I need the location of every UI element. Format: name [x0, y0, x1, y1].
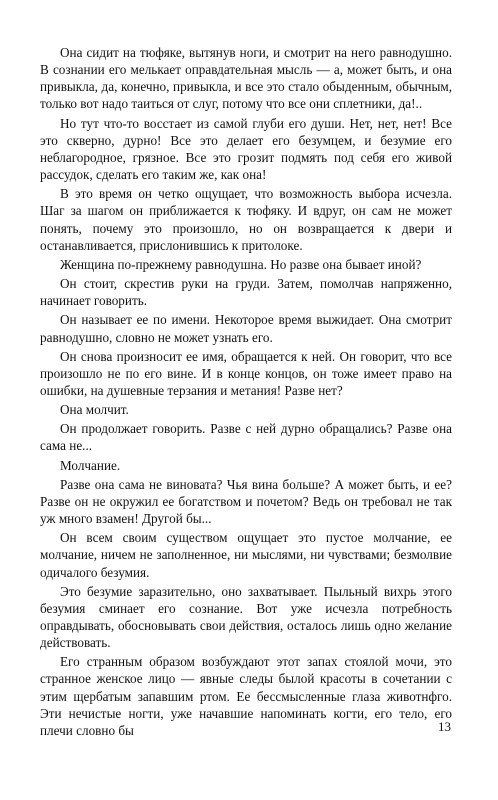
- paragraph-7: Он снова произносит ее имя, обращается к ней. Он говорит, что все произошло не по его вине. И в конце концов, он тоже имеет право на ошибки, на душевные терзания и метания! Разве нет?: [40, 348, 452, 398]
- page-text: [40, 44, 452, 739]
- paragraph-8: Она молчит.: [60, 402, 129, 418]
- paragraph-2: Но тут что-то восстает из самой глуби его души. Нет, нет, нет! Все это скверно, дурно! Все это делает его безумцем, и безумие его неблагородное, грязное. Все это грозит подмять под себя его живой рассудок, сделать его таким же, как она!: [40, 115, 452, 183]
- paragraph-10: Молчание.: [60, 457, 121, 473]
- paragraph-3: В это время он четко ощущает, что возможность выбора исчезла. Шаг за шагом он приближается к тюфяку. И вдруг, он сам не может понять, почему это произошло, но он возвращается к двери и останавливается, прислонившись к притолоке.: [40, 186, 452, 253]
- paragraph-14: Его странным образом возбуждают этот запах стоялой мочи, это странное женское лицо — явные следы былой красоты в сочетании с этим щербатым запавшим ртом. Ее бессмысленные глаза животнфго. Эти нечистые ногти, уже начавшие напоминать когти, его тело, его плечи словно бы: [40, 654, 452, 738]
- paragraph-1: Она сидит на тюфяке, вытянув ноги, и смотрит на него равнодушно. В сознании его мелькает оправдательная мысль — а, может быть, и она привыкла, да, конечно, привыкла, и все это стало обыденным, обычным, только вот надо таиться от слуг, потому что все они сплетники, да!..: [40, 45, 452, 112]
- paragraph-12: Он всем своим существом ощущает это пустое молчание, ее молчание, ничем не заполненное, ни мыслями, ни чувствами; безмолвие одичалого безумия.: [40, 530, 452, 580]
- paragraph-4: Женщина по-прежнему равнодушна. Но разве она бывает иной?: [60, 256, 422, 272]
- paragraph-5: Он стоит, скрестив руки на груди. Затем, помолчав напряженно, начинает говорить.: [40, 276, 452, 309]
- paragraph-9: Он продолжает говорить. Разве с ней дурно обращались? Разве она сама не...: [40, 421, 452, 454]
- page-number: 13: [438, 719, 451, 734]
- paragraph-11: Разве она сама не виновата? Чья вина больше? А может быть, и ее? Разве он не окружил ее богатством и почетом? Ведь он требовал не так уж много взамен! Другой бы...: [40, 476, 452, 527]
- paragraph-13: Это безумие заразительно, оно захватывает. Пыльный вихрь этого безумия сминает его сознание. Вот уже исчезла потребность оправдывать, обосновывать свои действия, осталось лишь одно желание действовать.: [40, 583, 452, 651]
- paragraph-6: Он называет ее по имени. Некоторое время выжидает. Она смотрит равнодушно, словно не может узнать его.: [40, 312, 452, 345]
